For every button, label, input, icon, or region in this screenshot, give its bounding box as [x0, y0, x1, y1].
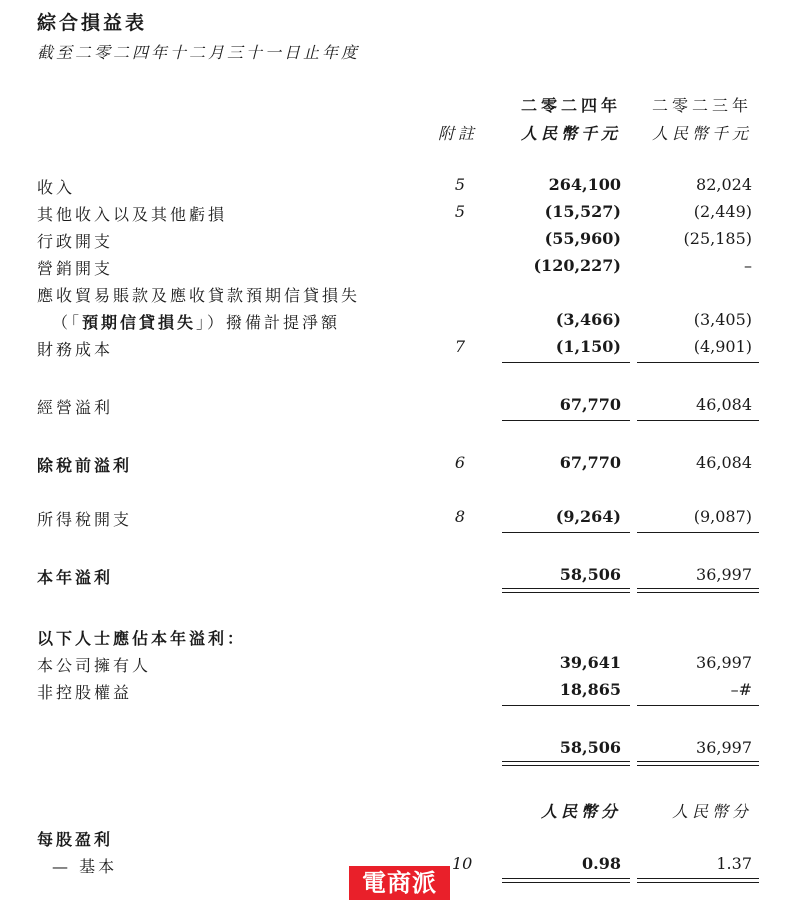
- watermark-logo: 電商派: [349, 866, 450, 900]
- row-label-revenue: 收入: [37, 178, 76, 197]
- header-year-current: 二零二四年: [520, 96, 621, 115]
- statement-title: 綜合損益表: [37, 12, 148, 34]
- rule-subtotal-current: [502, 362, 630, 363]
- row-note-finance-costs: 7: [454, 337, 466, 356]
- row-note-profit-before-tax: 6: [454, 453, 466, 472]
- double-rule-profit-prior: [637, 588, 759, 593]
- double-rule-eps-current: [502, 878, 630, 883]
- ecl-label-post: 」）撥備計提淨額: [196, 313, 341, 332]
- row-current-profit-for-year: 58,506: [559, 565, 621, 584]
- ecl-label-bold: 預期信貸損失: [82, 313, 197, 332]
- row-prior-other-income: (2,449): [693, 202, 752, 221]
- row-label-marketing-expenses: 營銷開支: [37, 259, 114, 278]
- row-label-ecl-line2: [52, 310, 340, 333]
- row-note-other-income: 5: [454, 202, 466, 221]
- row-current-income-tax: (9,264): [555, 507, 621, 526]
- row-prior-profit-for-year: 36,997: [696, 565, 752, 584]
- double-rule-eps-prior: [637, 878, 759, 883]
- rule-operating-current: [502, 420, 630, 421]
- header-unit-prior: 人民幣千元: [651, 124, 752, 143]
- row-label-operating-profit: 經營溢利: [37, 398, 114, 417]
- row-prior-admin-expenses: (25,185): [683, 229, 752, 248]
- row-prior-owners: 36,997: [696, 653, 752, 672]
- row-label-ecl-line1: 應收貿易賬款及應收貸款預期信貸損失: [37, 286, 361, 305]
- row-prior-revenue: 82,024: [696, 175, 752, 194]
- row-current-finance-costs: (1,150): [555, 337, 621, 356]
- attribution-total-current: 58,506: [559, 738, 621, 757]
- row-label-profit-before-tax: 除稅前溢利: [37, 456, 133, 475]
- row-current-revenue: 264,100: [548, 175, 621, 194]
- rule-attribution-prior: [637, 705, 759, 706]
- row-prior-marketing-expenses: –: [744, 256, 752, 275]
- row-prior-income-tax: (9,087): [693, 507, 752, 526]
- rule-tax-current: [502, 532, 630, 533]
- eps-basic-note: 10: [452, 854, 473, 873]
- row-current-profit-before-tax: 67,770: [559, 453, 621, 472]
- row-current-admin-expenses: (55,960): [544, 229, 621, 248]
- row-label-other-income: 其他收入以及其他虧損: [37, 205, 228, 224]
- rule-tax-prior: [637, 532, 759, 533]
- eps-basic-prior: 1.37: [716, 854, 752, 873]
- row-prior-profit-before-tax: 46,084: [696, 453, 752, 472]
- eps-unit-prior: 人民幣分: [671, 802, 752, 821]
- row-note-revenue: 5: [454, 175, 466, 194]
- attribution-heading: 以下人士應佔本年溢利：: [37, 629, 247, 648]
- row-note-income-tax: 8: [454, 507, 466, 526]
- ecl-label-pre: （「: [52, 313, 83, 332]
- row-label-income-tax: 所得稅開支: [37, 510, 133, 529]
- rule-subtotal-prior: [637, 362, 759, 363]
- rule-attribution-current: [502, 705, 630, 706]
- double-rule-profit-current: [502, 588, 630, 593]
- row-prior-operating-profit: 46,084: [696, 395, 752, 414]
- eps-heading: 每股盈利: [37, 830, 114, 849]
- header-unit-current: 人民幣千元: [520, 124, 621, 143]
- double-rule-attribution-current: [502, 761, 630, 766]
- eps-basic-label: — 基本: [52, 857, 118, 876]
- row-prior-finance-costs: (4,901): [693, 337, 752, 356]
- row-current-owners: 39,641: [559, 653, 621, 672]
- statement-subtitle: 截至二零二四年十二月三十一日止年度: [37, 43, 361, 62]
- rule-operating-prior: [637, 420, 759, 421]
- eps-unit-current: 人民幣分: [540, 802, 621, 821]
- row-current-nci: 18,865: [559, 680, 621, 699]
- row-current-other-income: (15,527): [544, 202, 621, 221]
- row-current-operating-profit: 67,770: [559, 395, 621, 414]
- row-label-admin-expenses: 行政開支: [37, 232, 114, 251]
- row-current-marketing-expenses: (120,227): [533, 256, 621, 275]
- row-label-finance-costs: 財務成本: [37, 340, 114, 359]
- row-prior-ecl: (3,405): [693, 310, 752, 329]
- attribution-total-prior: 36,997: [696, 738, 752, 757]
- row-label-profit-for-year: 本年溢利: [37, 568, 114, 587]
- eps-basic-current: 0.98: [582, 854, 621, 873]
- header-year-prior: 二零二三年: [651, 96, 752, 115]
- header-notes: 附註: [438, 124, 479, 143]
- row-current-ecl: (3,466): [555, 310, 621, 329]
- row-label-owners: 本公司擁有人: [37, 656, 152, 675]
- double-rule-attribution-prior: [637, 761, 759, 766]
- row-prior-nci: –#: [730, 680, 752, 699]
- row-label-nci: 非控股權益: [37, 683, 133, 702]
